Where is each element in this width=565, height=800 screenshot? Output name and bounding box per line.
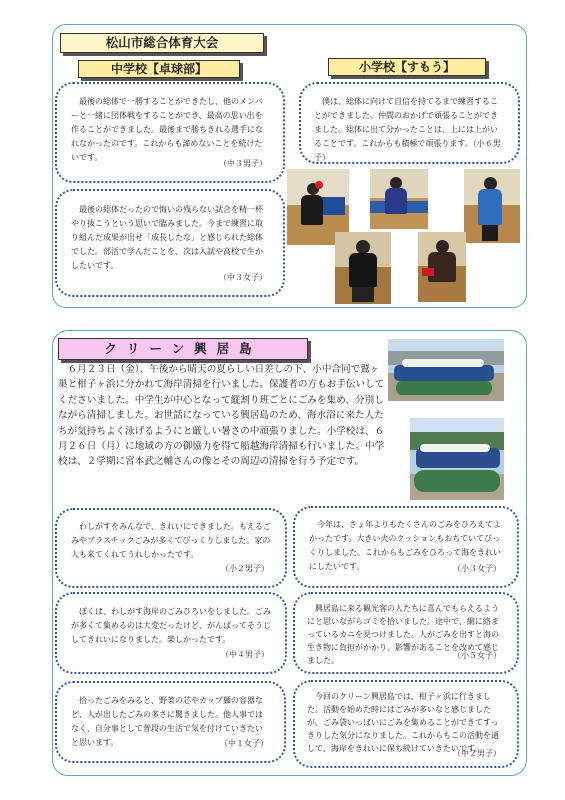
sports-meet-title <box>60 33 264 53</box>
clean-comment-3 <box>55 592 287 674</box>
jhs-comment-2-signature: （中３女子） <box>219 273 267 282</box>
clean-comment-1-text: わしがすをみんなで、きれいにできました。もえるごみやプラスチックごみが多くてびっくりしました。家の人も来てくれてうれしかったです。 <box>71 522 271 559</box>
clean-island-article-text: ６月２３日（金）、午後から晴天の夏らしい日差しの下、小中合同で鷲ヶ巣と柑子ヶ浜に分かれて海岸清掃を行いました。保護者の方もお手伝いしてくださいました。中学生が中心となって縦割り班ごとにごみを集め、分別しながら清掃しました。お世話になっている興居島のため、海水浴に来た人たちが気持ちよく泳げるようにと厳しい暑さの中頑張りました。小学校は、６月２６日（月）に地域の方の御協力を得て船越海岸清掃も行いました。中学校は、２学期に宮本武之輔さんの像とその周辺の清掃を行う予定です。 <box>58 364 385 468</box>
photo-table-tennis-2 <box>370 169 428 229</box>
clean-comment-3-text: ぼくは、わしがす海岸のごみひろいをしました。ごみが多くて集めるのは大変だったけど、がんばってそうじしてきれいになりました。楽しかったです。 <box>71 607 271 644</box>
sports-meet-title-text: 松山市総合体育大会 <box>105 35 219 50</box>
clean-comment-5-signature: （中１女子） <box>220 739 268 748</box>
jhs-comment-1-signature: （中３男子） <box>219 159 267 168</box>
clean-island-article <box>58 362 388 506</box>
clean-comment-1 <box>55 508 287 588</box>
photo-table-tennis-5 <box>418 232 466 302</box>
photo-table-tennis-3 <box>464 169 520 243</box>
clean-comment-2-signature: （小３女子） <box>453 564 501 573</box>
jhs-comment-2-text: 最後の総体だったので悔いの残らない試合を精一杯やり抜こうという思いで臨みました。今まで練習に取り組んだ成果が出せ「成長したな」と感じられた総体でした。部活で学んだことを、次は入試や高校で生かしたいです。 <box>71 205 263 270</box>
clean-comment-3-signature: （中４男子） <box>221 650 269 659</box>
clean-comment-6 <box>293 680 519 768</box>
jhs-comment-1 <box>55 82 285 183</box>
clean-island-title <box>58 338 308 360</box>
clean-comment-1-signature: （小２男子） <box>221 564 269 573</box>
clean-comment-2 <box>293 506 519 588</box>
jhs-header-text: 中学校【卓球部】 <box>110 62 207 76</box>
elem-comment-1-text: 僕は、総体に向けて自信を持てるまで練習することができました。仲間のおかげで頑張ることができました。総体に出て分かったことは、上には上がいることです。これからも積極で頑張ります。（小６男子） <box>314 97 501 162</box>
clean-comment-2-text: 今年は、さょ年よりもたくさんのごみをひろえてよかったです。大きい火のクッションもおちていてびっくりしました。これからもごみをひろって海をきれいにしたいです。 <box>309 520 501 571</box>
elem-header <box>328 58 486 76</box>
clean-comment-4-text: 興居島に来る観光客の人たちに喜んでもらえるようにと思いながらゴミを拾いました。途中で、網に絡まっているカニを見つけました。人がごみを出すと海の生き物に負担がかかり、影響があることを改めて感じました。 <box>307 604 499 665</box>
clean-comment-6-text: 今回のクリーン興居島では、柑子ヶ浜に行きました。活動を始めた時にはごみが多いなと感じましたが、ごみ袋いっぱいにごみを集めることができてすっきりした気分になりました。これからもこの活動を通して、海岸をきれいに保ち続けていきたいです。 <box>307 692 499 753</box>
clean-comment-4 <box>293 592 519 674</box>
photo-table-tennis-4 <box>335 232 391 304</box>
clean-comment-6-signature: （中２男子） <box>453 749 501 758</box>
clean-island-title-text: クリーン興居島 <box>104 341 262 356</box>
elem-comment-1 <box>299 82 520 164</box>
jhs-header <box>78 60 240 78</box>
jhs-comment-1-text: 最後の総体で一勝することができたし、他のメンバーと一緒に団体戦をすることができ、最高の思い出を作ることができました。最後まで勝ちきれる選手になれなかったのです。これからも諦めないことを続けたいです。 <box>71 97 263 162</box>
clean-comment-4-signature: （小５女子） <box>453 651 501 660</box>
clean-comment-5-text: 拾ったごみをみると、野菜の芯やカップ麺の容器など、人が出したごみの多さに驚きました。他人事ではなく、自分事として普段の生活で気を付けていきたいと思います。 <box>71 696 263 747</box>
photo-beach-group-2 <box>410 418 504 500</box>
jhs-comment-2 <box>55 189 285 297</box>
clean-comment-5 <box>55 681 286 763</box>
elem-header-text: 小学校【すもう】 <box>358 60 455 74</box>
photo-beach-group-1 <box>388 339 504 401</box>
